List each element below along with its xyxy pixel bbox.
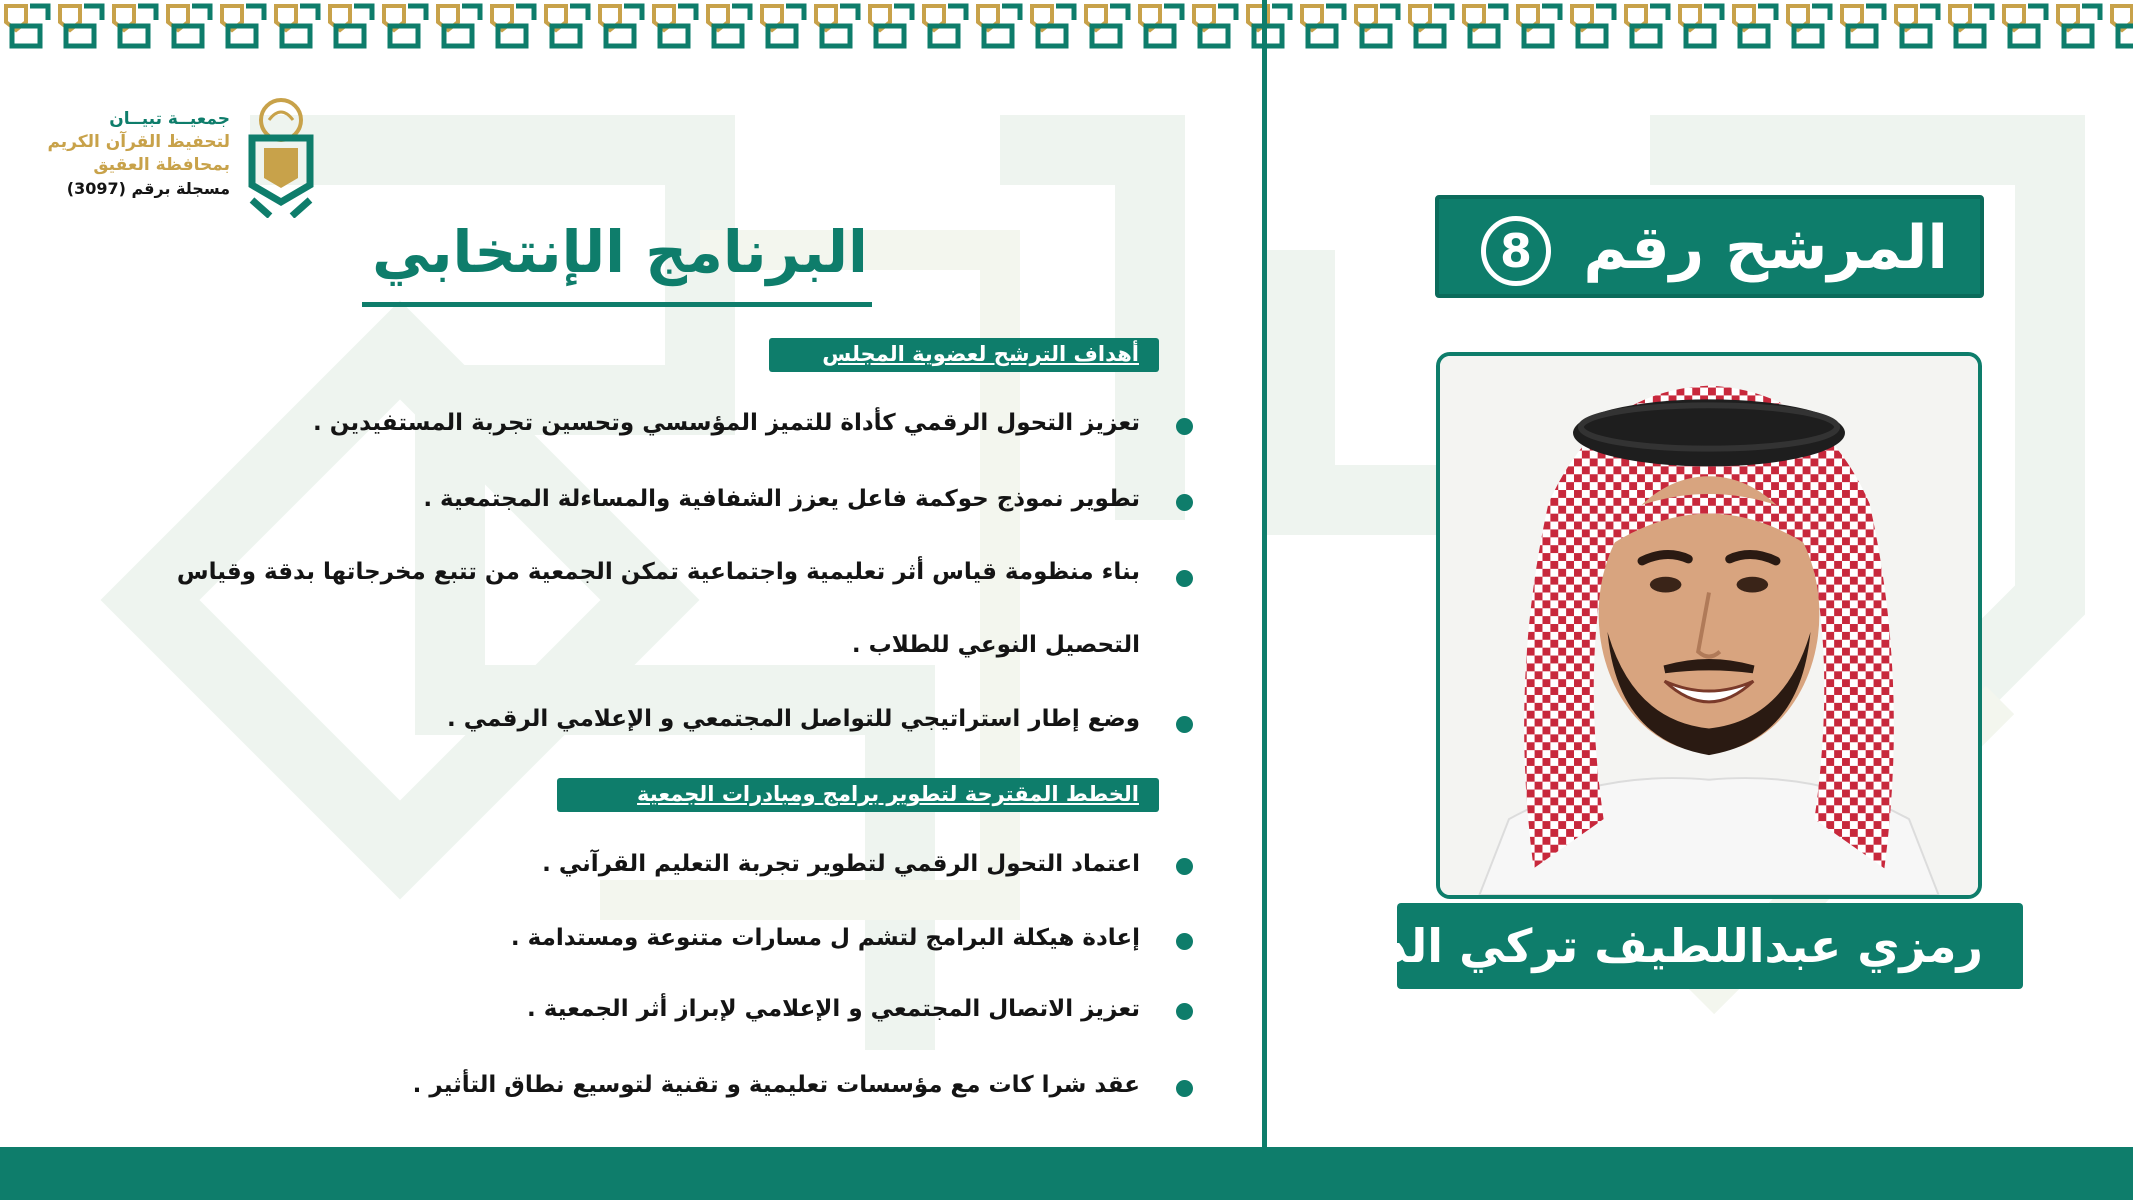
candidate-label: المرشح رقم [1583, 213, 1948, 283]
candidate-name-plate [1266, 903, 2023, 989]
plans-heading-banner [557, 778, 1159, 812]
plan-bullet-icon [1176, 933, 1193, 950]
goal-bullet-icon [1176, 418, 1193, 435]
goals-heading-banner [769, 338, 1159, 372]
candidate-photo-frame [1436, 352, 1982, 899]
goal-item: بناء منظومة قياس أثر تعليمية واجتماعية تمكن الجمعية من تتبع مخرجاتها بدقة وقياس [176, 559, 1140, 585]
program-title: البرنامج الإنتخابي [372, 218, 868, 286]
plan-item: إعادة هيكلة البرامج لتشم ل مسارات متنوعة ومستدامة . [510, 925, 1140, 951]
logo-line-name: جمعيــة تبيــان [109, 109, 230, 129]
plan-item: اعتماد التحول الرقمي لتطوير تجربة التعليم القرآني . [542, 851, 1140, 877]
goals-heading: أهداف الترشح لعضوية المجلس [822, 342, 1139, 366]
goal-item: تطوير نموذج حوكمة فاعل يعزز الشفافية والمساءلة المجتمعية . [423, 486, 1140, 512]
plan-item: تعزيز الاتصال المجتمعي و الإعلامي لإبراز أثر الجمعية . [527, 996, 1140, 1022]
plan-bullet-icon [1176, 858, 1193, 875]
title-underline [362, 302, 872, 307]
goal-item-continuation: التحصيل النوعي للطلاب . [851, 632, 1140, 658]
goal-bullet-icon [1176, 716, 1193, 733]
candidate-name: رمزي عبداللطيف تركي الذبياني [1266, 919, 1983, 973]
goal-item: وضع إطار استراتيجي للتواصل المجتمعي و الإعلامي الرقمي . [446, 706, 1140, 732]
logo-line-location: بمحافظة العقيق [93, 155, 230, 175]
plans-heading: الخطط المقترحة لتطوير برامج ومبادرات الجمعية [637, 782, 1139, 806]
logo-text [30, 108, 230, 200]
plan-bullet-icon [1176, 1080, 1193, 1097]
goal-bullet-icon [1176, 494, 1193, 511]
top-ornament-border [0, 0, 2133, 52]
bottom-bar [0, 1147, 2133, 1200]
plan-bullet-icon [1176, 1003, 1193, 1020]
candidate-portrait-icon [1440, 356, 1978, 895]
center-divider [1262, 0, 1267, 1147]
logo-line-purpose: لتحفيظ القرآن الكريم [47, 132, 230, 152]
candidate-number-badge: 8 [1481, 216, 1551, 286]
goal-item: تعزيز التحول الرقمي كأداة للتميز المؤسسي وتحسين تجربة المستفيدين . [313, 410, 1140, 436]
quran-book-emblem-icon [242, 90, 320, 218]
logo-line-registration: مسجلة برقم (3097) [66, 179, 230, 198]
candidate-number-header [1435, 195, 1984, 298]
goal-bullet-icon [1176, 570, 1193, 587]
association-logo [47, 90, 330, 220]
plan-item: عقد شرا كات مع مؤسسات تعليمية و تقنية لتوسيع نطاق التأثير . [412, 1072, 1140, 1098]
